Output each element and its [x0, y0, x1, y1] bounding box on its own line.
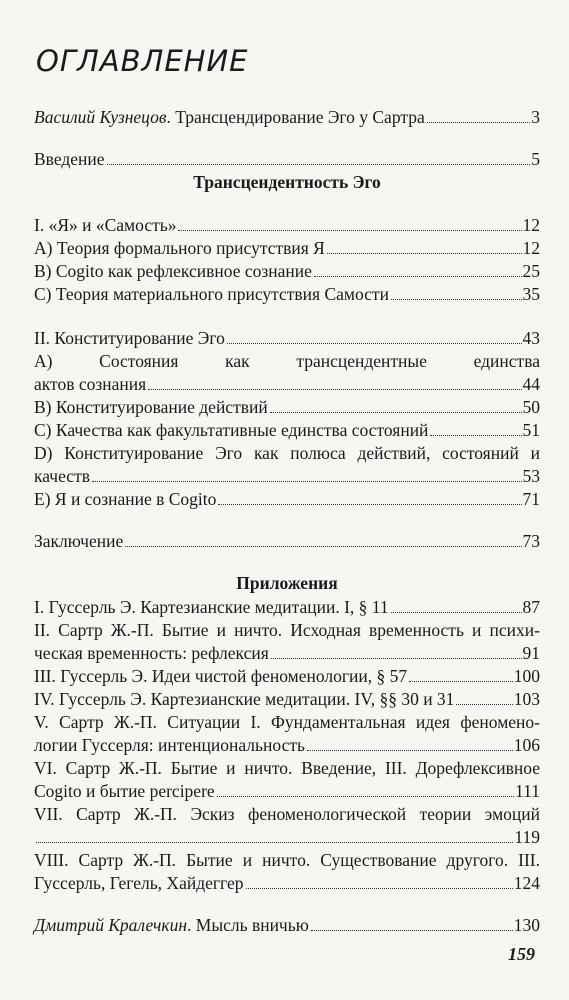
toc-entry: [34, 642, 540, 664]
toc-entry-line1: II. Сартр Ж.-П. Бытие и ничто. Исходная временность и психи-: [34, 620, 540, 640]
toc-page: 100: [513, 666, 540, 686]
toc-entry-line1: VIII. Сартр Ж.-П. Бытие и ничто. Существование другого. III.: [34, 850, 540, 870]
toc-page: 12: [522, 215, 540, 235]
toc-page: 25: [522, 261, 540, 281]
dot-leader: [307, 750, 513, 751]
toc-entry: [34, 734, 540, 756]
toc-text: III. Гуссерль Э. Идеи чистой феноменологии, § 57: [34, 666, 408, 686]
toc-entry: [34, 327, 540, 349]
toc-entry: [34, 596, 540, 618]
toc-page: 50: [522, 397, 540, 417]
toc-text: A) Теория формального присутствия Я: [34, 238, 325, 258]
section-heading: Трансцендентность Эго: [193, 172, 381, 192]
dot-leader: [409, 681, 513, 682]
toc-text: Гуссерль, Гегель, Хайдеггер: [34, 873, 244, 893]
toc-page: 51: [522, 420, 540, 440]
toc-entry: [34, 465, 540, 487]
toc-page: 130: [513, 915, 540, 935]
section-heading: Приложения: [236, 573, 338, 593]
toc-text: I. «Я» и «Самость»: [34, 215, 177, 235]
dot-leader: [125, 546, 521, 547]
toc-page: 43: [522, 328, 540, 348]
toc-text: C) Качества как факультативные единства состояний: [34, 420, 429, 440]
toc-text: E) Я и сознание в Cogito: [34, 489, 217, 509]
toc-entry: [34, 373, 540, 395]
dot-leader: [218, 504, 521, 505]
dot-leader: [92, 481, 522, 482]
toc-text: логии Гуссерля: интенциональность: [34, 735, 305, 755]
toc-entry: [34, 283, 540, 305]
toc-text: II. Конституирование Эго: [34, 328, 225, 348]
dot-leader: [456, 704, 512, 705]
toc-entry: [34, 214, 540, 236]
toc-entry: [34, 106, 540, 128]
toc-page: 44: [522, 374, 540, 394]
toc-page: 71: [522, 489, 540, 509]
toc-page: 5: [531, 149, 540, 169]
toc-entry: [34, 688, 540, 710]
page-title: ОГЛАВЛЕНИЕ: [36, 44, 249, 78]
dot-leader: [270, 412, 522, 413]
toc-text: IV. Гуссерль Э. Картезианские медитации. IV, §§ 30 и 31: [34, 689, 455, 709]
toc-page: 91: [522, 643, 540, 663]
dot-leader: [227, 343, 522, 344]
toc-text: . Мысль вничью: [187, 915, 309, 935]
toc-page: 87: [522, 597, 540, 617]
toc-entry-line1: VII. Сартр Ж.-П. Эскиз феноменологической теории эмоций: [34, 804, 540, 824]
toc-entry: [34, 665, 540, 687]
dot-leader: [178, 230, 521, 231]
dot-leader: [148, 389, 521, 390]
toc-page: 73: [522, 531, 540, 551]
page-number: 159: [508, 944, 535, 964]
dot-leader: [217, 796, 514, 797]
toc-page: 111: [515, 781, 540, 801]
dot-leader: [311, 930, 513, 931]
toc-entry: [34, 780, 540, 802]
toc-author: Василий Кузнецов: [34, 107, 167, 127]
toc-text: Cogito и бытие percipere: [34, 781, 215, 801]
toc-text: актов сознания: [34, 374, 147, 394]
toc-text: ческая временность: рефлексия: [34, 643, 269, 663]
dot-leader: [36, 842, 513, 843]
toc-author: Дмитрий Кралечкин: [34, 915, 188, 935]
toc-page: 103: [513, 689, 540, 709]
dot-leader: [246, 888, 513, 889]
toc-text: B) Конституирование действий: [34, 397, 268, 417]
toc-text: C) Теория материального присутствия Самости: [34, 284, 389, 304]
toc-entry: [34, 396, 540, 418]
toc-text: Введение: [34, 149, 105, 169]
dot-leader: [391, 299, 522, 300]
toc-entry-line1: VI. Сартр Ж.-П. Бытие и ничто. Введение, III. Дорефлексивное: [34, 758, 540, 778]
toc-entry: [34, 914, 540, 936]
dot-leader: [271, 658, 522, 659]
toc-text: Заключение: [34, 531, 124, 551]
toc-page: 12: [522, 238, 540, 258]
toc-entry: [34, 237, 540, 259]
dot-leader: [107, 164, 531, 165]
toc-entry: [34, 872, 540, 894]
toc-entry: [34, 826, 540, 848]
toc-page: 106: [513, 735, 540, 755]
toc-page: 3: [531, 107, 540, 127]
toc-page: 124: [513, 873, 540, 893]
toc-entry-line1: V. Сартр Ж.-П. Ситуации I. Фундаментальная идея феномено-: [34, 712, 540, 732]
toc-entry: [34, 419, 540, 441]
toc-text: I. Гуссерль Э. Картезианские медитации. I, § 11: [34, 597, 389, 617]
toc-entry-line1: A) Состояния как трансцендентные единства: [34, 351, 540, 371]
dot-leader: [327, 253, 522, 254]
toc-entry-line1: D) Конституирование Эго как полюса действий, состояний и: [34, 443, 540, 463]
toc-entry: [34, 148, 540, 170]
toc-entry: [34, 260, 540, 282]
toc-text: качеств: [34, 466, 90, 486]
dot-leader: [430, 435, 521, 436]
toc-entry: [34, 488, 540, 510]
toc-page: 53: [522, 466, 540, 486]
toc-entry: [34, 530, 540, 552]
toc-text: . Трансцендирование Эго у Сартра: [166, 107, 425, 127]
dot-leader: [314, 276, 522, 277]
dot-leader: [427, 122, 531, 123]
toc-page: 35: [522, 284, 540, 304]
toc-text: B) Cogito как рефлексивное сознание: [34, 261, 312, 281]
dot-leader: [391, 612, 522, 613]
toc-page: 119: [514, 827, 540, 847]
